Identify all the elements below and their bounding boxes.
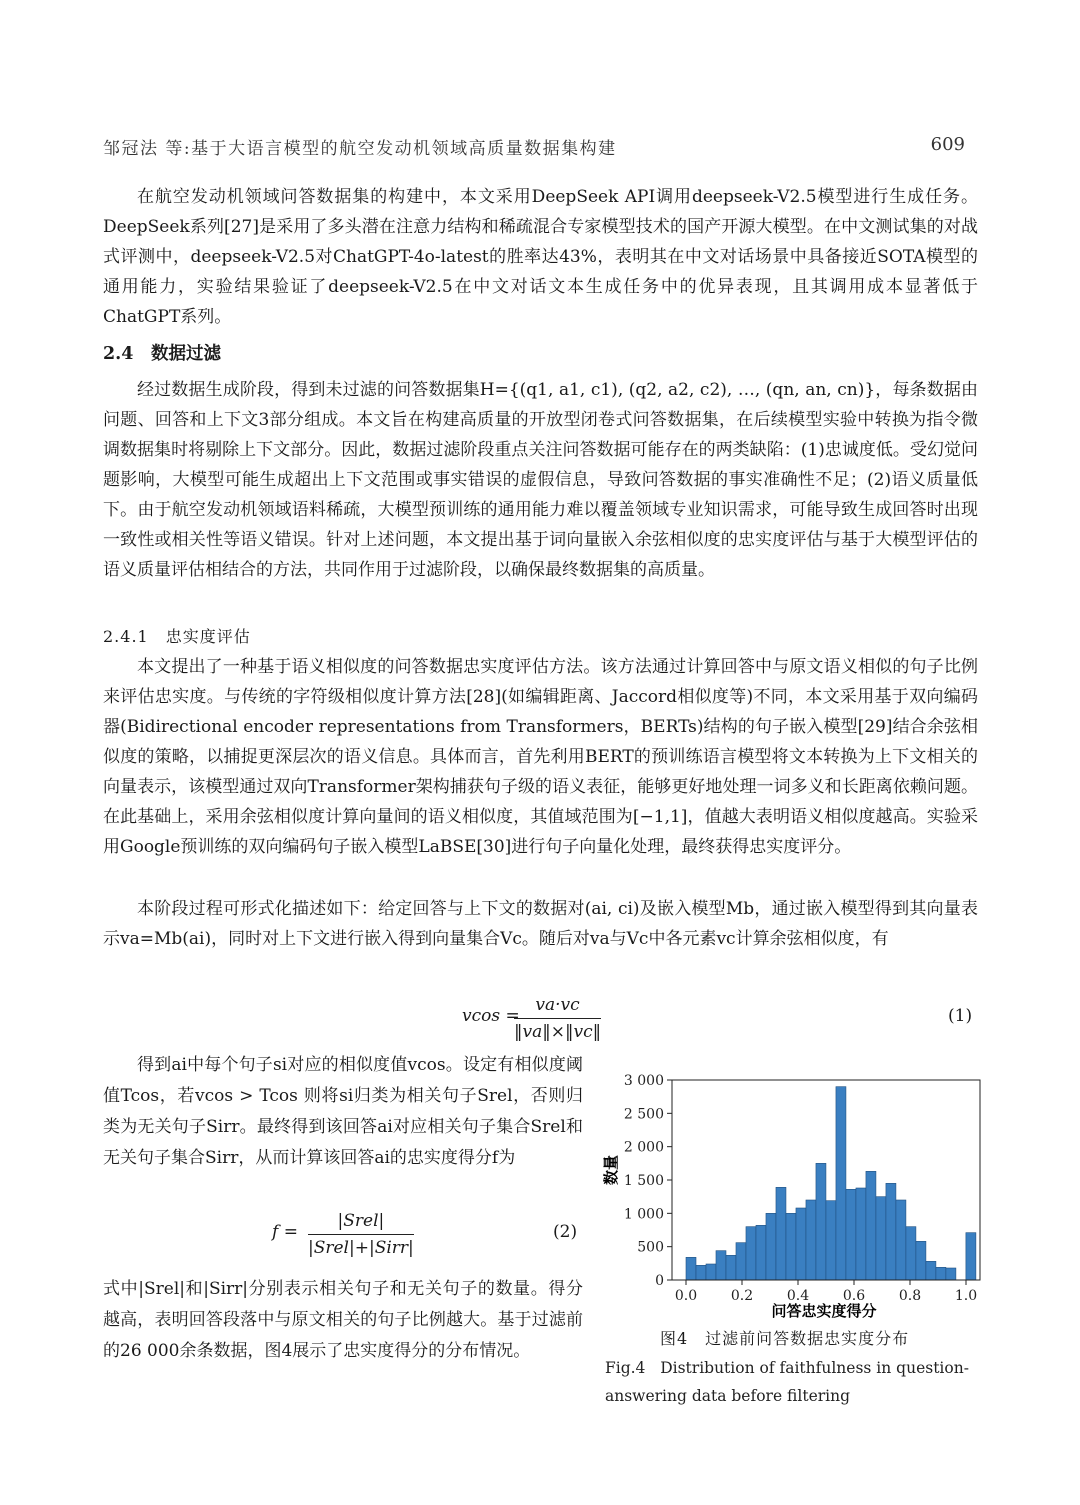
- section-heading-2-4: 2.4 数据过滤: [103, 344, 221, 364]
- eq1-fraction: [514, 992, 601, 1045]
- histogram-bar: [736, 1243, 746, 1280]
- histogram-bar: [856, 1188, 866, 1280]
- running-title: 邹冠法 等:基于大语言模型的航空发动机领域高质量数据集构建: [103, 139, 617, 159]
- histogram-bar: [946, 1268, 956, 1280]
- histogram-bar: [686, 1257, 696, 1280]
- histogram-bar: [896, 1200, 906, 1280]
- histogram-bar: [926, 1261, 936, 1280]
- histogram-bar: [696, 1265, 706, 1280]
- y-tick-label: 0: [655, 1273, 664, 1289]
- x-tick-label: 0.0: [674, 1288, 698, 1304]
- eq2-numerator: |Srel|: [308, 1208, 414, 1235]
- figure-caption-en-label: Fig.4: [605, 1359, 646, 1377]
- histogram-bar: [756, 1225, 766, 1280]
- histogram-bar: [866, 1171, 876, 1280]
- x-tick-label: 0.8: [898, 1288, 922, 1304]
- paragraph-data-filter: 经过数据生成阶段，得到未过滤的问答数据集H={(q1, a1, c1), (q2, a2, c2), …, (qn, an, cn)}，每条数据由问题、回答和上下文3部分组成。本文旨在构建高质量的开放型闭卷式问答数据集，在后续模型实验中转换为指令微调数据集时将剔除上下文部分。因此，数据过滤阶段重点关注问答数据可能存在的两类缺陷：(1)忠诚度低。受幻觉问题影响，大模型可能生成超出上下文范围或事实错误的虚假信息，导致问答数据的事实准确性不足；(2)语义质量低下。由于航空发动机领域语料稀疏，大模型预训练的通用能力难以覆盖领域专业知识需求，可能导致生成回答时出现一致性或相关性等语义错误。针对上述问题，本文提出基于词向量嵌入余弦相似度的忠实度评估与基于大模型评估的语义质量评估相结合的方法，共同作用于过滤阶段，以确保最终数据集的高质量。: [103, 380, 978, 580]
- histogram-bar: [746, 1227, 756, 1280]
- histogram-bar: [886, 1183, 896, 1280]
- y-tick-label: 500: [637, 1239, 664, 1256]
- paragraph-formal: 本阶段过程可形式化描述如下：给定回答与上下文的数据对(ai, ci)及嵌入模型Mb，通过嵌入模型得到其向量表示va=Mb(ai)，同时对上下文进行嵌入得到向量集合Vc。随后对va与Vc中各元素vc计算余弦相似度，有: [103, 899, 978, 949]
- histogram-bar: [826, 1201, 836, 1280]
- histogram-bar: [966, 1233, 976, 1280]
- y-tick-label: 3 000: [623, 1073, 664, 1089]
- histogram-chart: [600, 1060, 990, 1322]
- eq1-lhs: vcos =: [462, 1006, 520, 1026]
- body-paragraph-6: [103, 1274, 583, 1367]
- body-paragraph-2: [103, 375, 978, 585]
- x-tick-label: 0.2: [730, 1288, 754, 1304]
- x-tick-label: 0.6: [842, 1288, 866, 1304]
- body-paragraph-1: [103, 182, 978, 332]
- body-paragraph-3: [103, 652, 978, 862]
- x-tick-label: 1.0: [954, 1288, 978, 1304]
- y-tick-label: 2 500: [623, 1106, 664, 1123]
- y-tick-label: 1 000: [623, 1206, 664, 1223]
- eq1-number: (1): [948, 1006, 973, 1026]
- body-paragraph-4: [103, 894, 978, 954]
- histogram-bar: [846, 1189, 856, 1280]
- histogram-bar: [806, 1200, 816, 1280]
- paragraph-score-meaning: 式中|Srel|和|Sirr|分别表示相关句子和无关句子的数量。得分越高，表明回答段落中与原文相关的句子比例越大。基于过滤前的26 000余条数据，图4展示了忠实度得分的分布情况。: [103, 1279, 583, 1361]
- eq2-denominator: |Srel|+|Sirr|: [308, 1238, 414, 1258]
- equation-1: [0, 990, 1080, 1050]
- histogram-bar: [706, 1264, 716, 1280]
- histogram-bar: [836, 1087, 846, 1280]
- histogram-bar: [786, 1213, 796, 1280]
- histogram-bar: [726, 1255, 736, 1280]
- y-tick-label: 2 000: [623, 1139, 664, 1156]
- eq2-lhs: f =: [272, 1222, 298, 1242]
- histogram-bar: [906, 1227, 916, 1280]
- section-heading-2-4-1: 2.4.1 忠实度评估: [103, 627, 251, 646]
- eq1-numerator: va·vc: [514, 992, 601, 1019]
- eq1-denominator: ‖va‖×‖vc‖: [514, 1022, 602, 1042]
- x-axis-label: 问答忠实度得分: [771, 1302, 877, 1320]
- histogram-bar: [796, 1208, 806, 1280]
- figure-caption-en: [605, 1354, 985, 1410]
- histogram-bar: [766, 1213, 776, 1280]
- page-number: 609: [930, 134, 965, 155]
- x-tick-label: 0.4: [786, 1288, 810, 1304]
- paragraph-threshold: 得到ai中每个句子si对应的相似度值vcos。设定有相似度阈值Tcos，若vcos > Tcos 则将si归类为相关句子Srel，否则归类为无关句子Sirr。最终得到该回答ai对应相关句子集合Srel和无关句子集合Sirr，从而计算该回答ai的忠实度得分f为: [103, 1055, 583, 1168]
- histogram-bar: [716, 1251, 726, 1280]
- page-header: [103, 134, 965, 160]
- equation-2: [0, 1206, 600, 1266]
- y-axis-label: 数量: [602, 1154, 620, 1186]
- histogram-bar: [916, 1241, 926, 1280]
- histogram-bar: [776, 1187, 786, 1280]
- figure-caption-zh: 图4 过滤前问答数据忠实度分布: [660, 1329, 910, 1348]
- eq2-fraction: [308, 1208, 414, 1261]
- histogram-bar: [876, 1197, 886, 1280]
- figure-caption-en-text: Distribution of faithfulness in question-answering data before filtering: [605, 1359, 969, 1405]
- body-paragraph-5: [103, 1050, 583, 1174]
- y-tick-label: 1 500: [623, 1173, 664, 1189]
- eq2-number: (2): [553, 1222, 578, 1242]
- paragraph-faithfulness: 本文提出了一种基于语义相似度的问答数据忠实度评估方法。该方法通过计算回答中与原文语义相似的句子比例来评估忠实度。与传统的字符级相似度计算方法[28](如编辑距离、Jaccord相似度等)不同，本文采用基于双向编码器(Bidirectional encoder representations from Transformers，BERTs)结构的句子嵌入模型[29]结合余弦相似度的策略，以捕捉更深层次的语义信息。具体而言，首先利用BERT的预训练语言模型将文本转换为上下文相关的向量表示，该模型通过双向Transformer架构捕获句子级的语义表征，能够更好地处理一词多义和长距离依赖问题。在此基础上，采用余弦相似度计算向量间的语义相似度，其值域范围为[−1,1]，值越大表明语义相似度越高。实验采用Google预训练的双向编码句子嵌入模型LaBSE[30]进行句子向量化处理，最终获得忠实度评分。: [103, 657, 978, 857]
- paragraph-deepseek: 在航空发动机领域问答数据集的构建中，本文采用DeepSeek API调用deepseek-V2.5模型进行生成任务。DeepSeek系列[27]是采用了多头潜在注意力结构和稀疏混合专家模型技术的国产开源大模型。在中文测试集的对战式评测中，deepseek-V2.5对ChatGPT-4o-latest的胜率达43%，表明其在中文对话场景中具备接近SOTA模型的通用能力，实验结果验证了deepseek-V2.5在中文对话文本生成任务中的优异表现，且其调用成本显著低于ChatGPT系列。: [103, 187, 978, 327]
- histogram-bar: [936, 1267, 946, 1280]
- histogram-bar: [816, 1163, 826, 1280]
